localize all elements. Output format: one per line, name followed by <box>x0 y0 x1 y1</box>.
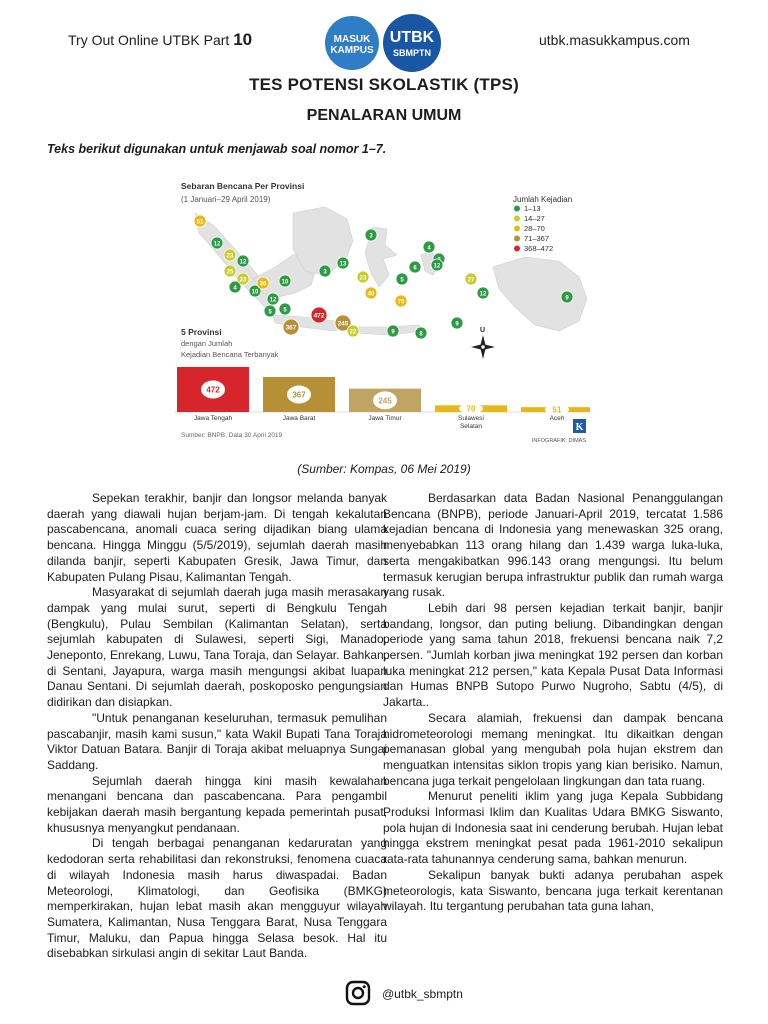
map-marker-label: 4 <box>427 245 431 252</box>
map-marker-label: 10 <box>281 279 289 286</box>
infographic-credit: INFOGRAFIK: DIMAS <box>531 438 586 444</box>
map-marker-label: 10 <box>251 289 259 296</box>
article-paragraph: Sejumlah daerah hingga kini masih kewalahan menangani bencana dan pascabencana. Para pengambil kebijakan daerah masih bergantung kepada pemerintah pusat, khususnya menyangkut pendanaan. <box>47 773 387 835</box>
article-paragraph: Sekalipun banyak bukti adanya perubahan aspek meteorologis, kata Siswanto, bencana juga terkait kerentanan wilayah. Itu tergantung perubahan tata guna lahan, <box>383 867 723 914</box>
article-right-column <box>383 491 723 915</box>
map-marker-label: 5 <box>268 309 272 316</box>
map-marker-label: 8 <box>419 331 423 338</box>
chart-value-label: 367 <box>292 390 306 400</box>
map-marker-label: 70 <box>397 299 405 306</box>
instagram-handle[interactable]: @utbk_sbmptn <box>382 987 463 1001</box>
chart-category-label: Aceh <box>549 415 565 422</box>
chart-value-label: 472 <box>206 385 220 395</box>
logo-utbk-line2: SBMPTN <box>393 48 431 58</box>
legend-swatch <box>514 236 520 242</box>
header-part-label <box>68 30 252 50</box>
map-marker-label: 6 <box>413 265 417 272</box>
chart-category-label: Selatan <box>459 423 483 430</box>
map-marker-label: 472 <box>313 312 325 320</box>
chart-category-label: Sulawesi <box>457 415 485 422</box>
disaster-infographic <box>175 175 590 445</box>
infographic-svg <box>175 175 590 445</box>
utbk-sbmptn-logo <box>383 14 441 72</box>
map-marker-label: 12 <box>479 291 487 298</box>
svg-text:U: U <box>480 327 486 334</box>
header-prefix: Try Out Online UTBK Part <box>68 32 230 48</box>
article-paragraph: Secara alamiah, frekuensi dan dampak bencana hidrometeorologi memang meningkat. Itu dikaitkan dengan pemanasan global yang mengubah pola hujan ekstrem dan menguatkan intensitas siklon tropis yang kian berisiko. Namun, bencana juga terkait pengelolaan lingkungan dan tata ruang. <box>383 710 723 788</box>
map-marker-label: 51 <box>196 219 204 226</box>
map-marker-label: 5 <box>400 277 404 284</box>
map-marker-label: 9 <box>391 329 395 336</box>
map-marker-label: 23 <box>359 275 367 282</box>
masukkampus-logo <box>325 16 379 70</box>
image-source: (Sumber: Kompas, 06 Mei 2019) <box>297 462 471 476</box>
chart-value-label: 70 <box>466 404 476 414</box>
map-marker-label: 12 <box>213 241 221 248</box>
infographic-title: Sebaran Bencana Per Provinsi <box>181 181 305 191</box>
legend-label: 14–27 <box>524 214 545 223</box>
infographic-source: Sumber: BNPB, Data 30 April 2019 <box>181 432 283 439</box>
top5-subtitle-2: Kejadian Bencana Terbanyak <box>181 350 279 359</box>
top5-title: 5 Provinsi <box>181 327 222 337</box>
header-part-number: 10 <box>233 30 253 49</box>
article-paragraph: Sepekan terakhir, banjir dan longsor melanda banyak daerah yang diawali hujan berjam-jam. Di tengah kekalutan pascabencana, anomali cuaca sering dijadikan biang ulama bencana. Hingga Minggu (5/5/2019), sejumlah daerah masih dilanda banjir, seperti Kabupaten Gresik, Jawa Timur, dan Kabupaten Pulang Pisau, Kalimantan Tengah. <box>47 491 387 584</box>
article-paragraph: Menurut peneliti iklim yang juga Kepala Subbidang Produksi Informasi Iklim dan Kualitas Udara BMKG Siswanto, pola hujan di Indonesia saat ini cenderung berubah. Hujan lebat hingga ekstrem meningkat pesat pada 1961-2010 sekalipun rata-rata tahunannya cenderung sama, bahkan menurun. <box>383 789 723 867</box>
logo-masuk-line2: KAMPUS <box>330 45 374 56</box>
article-paragraph: Lebih dari 98 persen kejadian terkait banjir, banjir bandang, longsor, dan puting beliung. Dibandingkan dengan periode yang sama tahun 2018, frekuensi bencana naik 7,2 persen. "Jumlah korban jiwa meningkat 192 persen dan korban luka meningkat 212 persen," kata Kepala Pusat Data Informasi dan Humas BNPB Sutopo Purwo Nugroho, Sabtu (4/5), di Jakarta.. <box>383 600 723 710</box>
chart-category-label: Jawa Tengah <box>193 415 233 422</box>
map-marker-label: 13 <box>339 261 347 268</box>
map-marker-label: 9 <box>455 321 459 328</box>
article-paragraph: Masyarakat di sejumlah daerah juga masih merasakan dampak yang mulai surut, seperti di Bengkulu Tengah (Bengkulu), Pulau Sembilan (Kalimantan Selatan), serta sejumlah kabupaten di Sulawesi, seperti Sigi, Manado, Jeneponto, Enrekang, Luwu, Tana Toraja, dan Selayar. Bahkan, di Sentani, Jayapura, warga masih mengungsi akibat luapan Danau Sentani. Di sejumlah daerah, poskoposko pengungsian didirikan dan disiapkan. <box>47 585 387 710</box>
legend-label: 1–13 <box>524 204 541 213</box>
map-marker-label: 5 <box>283 307 287 314</box>
map-marker-label: 22 <box>349 329 357 336</box>
legend-label: 28–70 <box>524 224 545 233</box>
legend-swatch <box>514 226 520 232</box>
article-paragraph: "Untuk penanganan keseluruhan, termasuk pemulihan pascabanjir, masih kami susun," kata Wakil Bupati Tana Toraja Viktor Datuan Batara. Banjir di Toraja akibat meluapnya Sungai Saddang. <box>47 710 387 772</box>
map-marker-label: 9 <box>565 295 569 302</box>
map-marker-label: 12 <box>239 259 247 266</box>
intro-instruction: Teks berikut digunakan untuk menjawab soal nomor 1–7. <box>47 142 387 156</box>
top5-subtitle-1: dengan Jumlah <box>181 339 233 348</box>
map-marker-label: 3 <box>369 233 373 240</box>
legend-label: 71–367 <box>524 234 550 243</box>
top5-bar-chart <box>177 367 590 430</box>
legend-label: 368–472 <box>524 244 554 253</box>
page-subtitle: PENALARAN UMUM <box>306 107 462 124</box>
map-marker-label: 12 <box>433 263 441 270</box>
papua-island <box>493 257 587 331</box>
article-left-column <box>47 491 387 962</box>
map-marker-label: 367 <box>285 324 297 332</box>
infographic-date-range: (1 Januari–29 April 2019) <box>181 195 271 204</box>
map-legend <box>514 204 553 253</box>
page-title: TES POTENSI SKOLASTIK (TPS) <box>249 75 519 94</box>
map-marker-label: 27 <box>467 277 475 284</box>
map-marker-label: 3 <box>323 269 327 276</box>
legend-title: Jumlah Kejadian <box>513 195 573 204</box>
map-marker-label: 4 <box>233 285 237 292</box>
chart-value-label: 245 <box>378 396 392 406</box>
instagram-icon[interactable] <box>345 980 371 1006</box>
map-marker-label: 245 <box>337 320 349 328</box>
logo-utbk-line1: UTBK <box>389 29 435 46</box>
article-paragraph: Berdasarkan data Badan Nasional Penanggulangan Bencana (BNPB), periode Januari-April 2019, tercatat 1.586 kejadian bencana di Indonesia yang menewaskan 325 orang, menyebabkan 113 orang hilang dan 1.439 warga luka-luka, serta mengakibatkan 996.143 orang mengungsi. Itu belum termasuk kerugian berupa infrastruktur publik dan rumah warga yang rusak. <box>383 491 723 600</box>
chart-category-label: Jawa Timur <box>368 415 402 422</box>
chart-value-label: 51 <box>552 405 562 415</box>
legend-swatch <box>514 206 520 212</box>
map-marker-label: 25 <box>226 269 234 276</box>
legend-swatch <box>514 246 520 252</box>
sumatra-island <box>195 213 275 309</box>
map-marker-label: 23 <box>239 277 247 284</box>
map-marker-label: 12 <box>269 297 277 304</box>
chart-category-label: Jawa Barat <box>282 415 316 422</box>
compass-icon <box>471 327 495 359</box>
article-paragraph: Di tengah berbagai penanganan kedaruratan yang kedodoran serta rehabilitasi dan rekonstruksi, fenomena cuaca di wilayah Indonesia masih harus diwaspadai. Badan Meteorologi, Klimatologi, dan Geofisika (BMKG) memperkirakan, hujan lebat masih akan mengguyur wilayah Sumatera, Kalimantan, Nusa Tenggara Barat, Nusa Tenggara Timur, Maluku, dan Papua hingga Selasa besok. Hal itu disebabkan sirkulasi angin di sekitar Laut Banda. <box>47 836 387 961</box>
map-marker-label: 23 <box>226 253 234 260</box>
header-website: utbk.masukkampus.com <box>539 32 690 48</box>
map-marker-label: 36 <box>259 281 267 288</box>
logo-masuk-line1: MASUK <box>333 34 371 45</box>
legend-swatch <box>514 216 520 222</box>
kompas-logo-letter: K <box>575 422 584 433</box>
map-marker-label: 40 <box>367 291 375 298</box>
